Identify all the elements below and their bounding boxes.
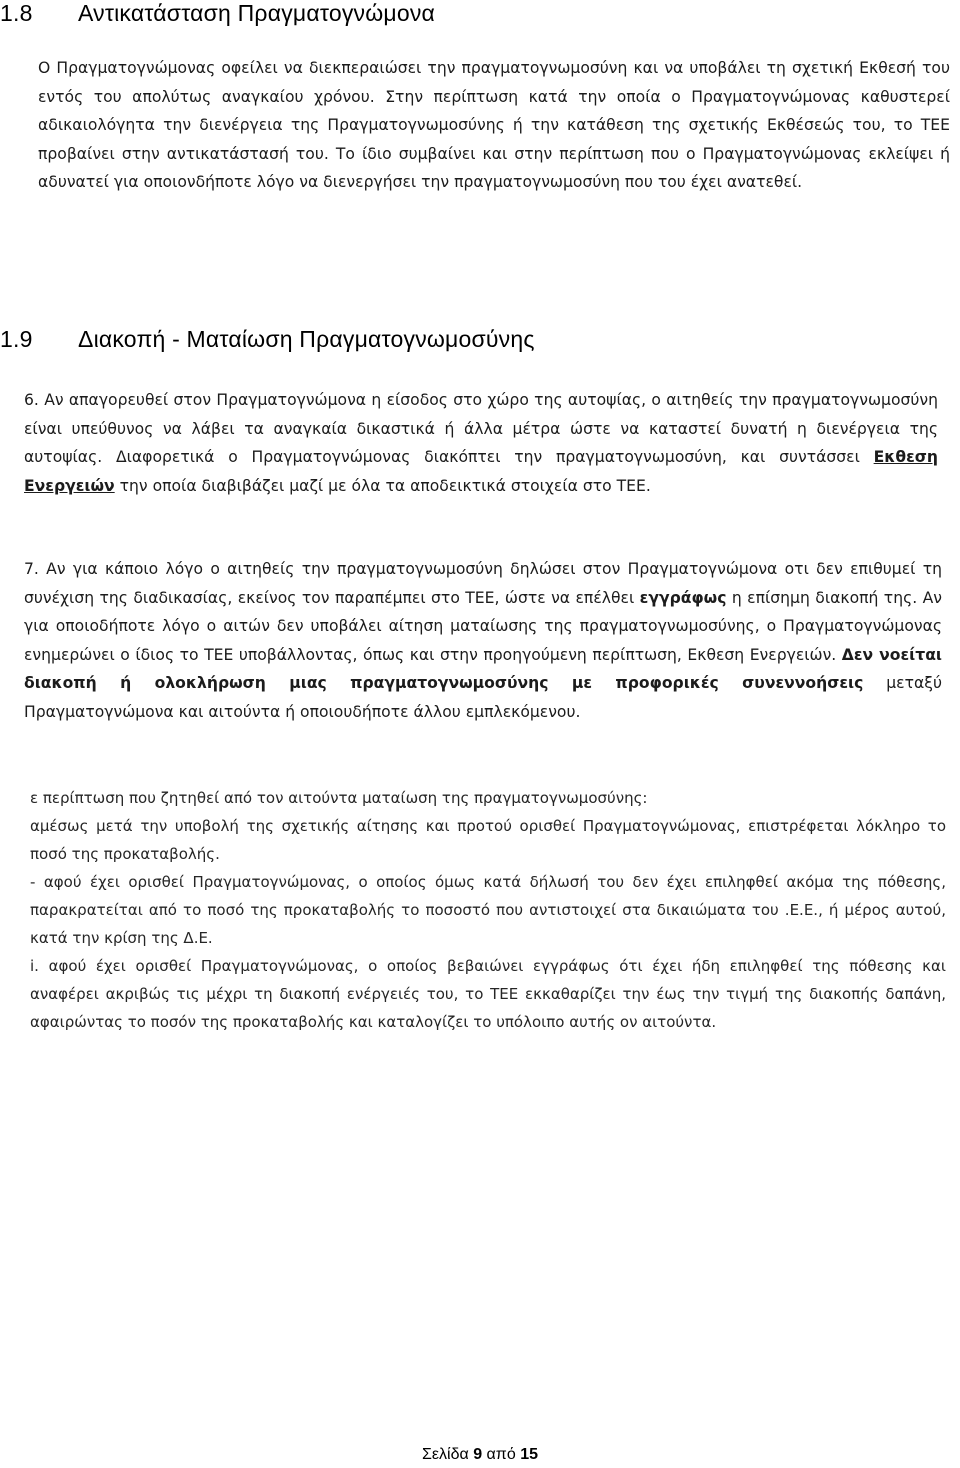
section-heading-1-9 [0,326,535,353]
section-number: 1.8 [0,0,33,26]
section-heading-1-8 [0,0,435,27]
cancellation-cases [30,784,946,1036]
in-writing-term: εγγράφως [639,588,727,607]
item-6-paragraph [24,386,938,500]
action-report-term: Εκθεση Ενεργειών [24,448,938,495]
section-title: Διακοπή - Ματαίωση Πραγματογνωμοσύνης [78,326,535,352]
replacement-paragraph [38,54,950,197]
item-7-text-a: 7. Αν για κάποιο λόγο ο αιτηθείς την πραγματογνωμοσύνη δηλώσει στον Πραγματογνώμονα οτι δεν επιθυμεί τη συνέχιση της διαδικασίας, εκείνος τον παραπέμπει στο ΤΕΕ, ώστε να επέλθει [24,560,942,607]
section-title: Αντικατάσταση Πραγματογνώμονα [78,0,436,26]
paragraph-text: Ο Πραγματογνώμονας οφείλει να διεκπεραιώσει την πραγματογνωμοσύνη και να υποβάλει τη σχετική Εκθεσή του εντός του απολύτως αναγκαίου χρόνου. Στην περίπτωση κατά την οποία ο Πραγματογνώμονας καθυστερεί αδικαιολόγητα την διενέργεια της Πραγματογνωμοσύνης ή την κατάθεση της σχετικής Εκθέσεώς του, το ΤΕΕ προβαίνει στην αντικατάστασή του. Το ίδιο συμβαίνει και στην περίπτωση που ο Πραγματογνώμονας εκλείψει ή αδυνατεί για οποιονδήποτε λόγο να διενεργήσει την πραγματογνωμοσύνη που του έχει ανατεθεί. [38,59,950,192]
verbal-agreement-note: Δεν νοείται διακοπή ή ολοκλήρωση μιας πραγματογνωμοσύνης με προφορικές συνεννοήσεις [24,645,942,693]
page-number: 9 [473,1446,483,1463]
item-6-text-b: την οποία διαβιβάζει μαζί με όλα τα αποδεικτικά στοιχεία στο ΤΕΕ. [114,476,651,495]
section-number: 1.9 [0,326,33,352]
cancellation-case-ii: - αφού έχει ορισθεί Πραγματογνώμονας, ο οποίος όμως κατά δήλωσή του δεν έχει επιληφθεί ακόμα της πόθεσης, παρακρατείται από το ποσό της προκαταβολής το ποσοστό που αντιστοιχεί στα δικαιώματα του .Ε.Ε., ή μέρος αυτού, κατά την κρίση της Δ.Ε. [30,873,946,947]
item-6-text [24,386,938,500]
item-7-text [24,555,942,727]
item-7-text-c: μεταξύ Πραγματογνώμονα και αιτούντα ή οποιουδήποτε άλλου εμπλεκόμενου. [24,674,942,721]
page-word: Σελίδα [422,1446,469,1463]
item-7-paragraph [24,555,942,727]
cancellation-intro: ε περίπτωση που ζητηθεί από τον αιτούντα ματαίωση της πραγματογνωμοσύνης: [30,789,648,807]
cancellation-case-iii: i. αφού έχει ορισθεί Πραγματογνώμονας, ο οποίος βεβαιώνει εγγράφως ότι έχει ήδη επιληφθεί της πόθεσης και αναφέρει ακριβώς τις μέχρι τη διακοπή ενέργειές του, το ΤΕΕ εκκαθαρίζει την έως την τιγμή της διακοπής δαπάνη, αφαιρώντας το ποσόν της προκαταβολής και καταλογίζει το υπόλοιπο αυτής ον αιτούντα. [30,957,946,1031]
cancellation-case-i: αμέσως μετά την υποβολή της σχετικής αίτησης και προτού ορισθεί Πραγματογνώμονας, επιστρέφεται λόκληρο το ποσό της προκαταβολής. [30,817,946,863]
page-total: 15 [520,1446,538,1463]
page-footer [0,1446,960,1464]
item-7-text-b: η επίσημη διακοπή της. Αν για οποιοδήποτε λόγο ο αιτών δεν υποβάλει αίτηση ματαίωσης της πραγματογνωμοσύνης, ο Πραγματογνώμονας ενημερώνει ο ίδιος το ΤΕΕ υποβάλλοντας, όπως και στην προηγούμενη περίπτωση, Εκθεση Ενεργειών. [24,588,942,664]
of-word: από [486,1446,516,1463]
item-6-text-a: 6. Αν απαγορευθεί στον Πραγματογνώμονα η είσοδος στο χώρο της αυτοψίας, ο αιτηθείς την πραγματογνωμοσύνη είναι υπεύθυνος να λάβει τα αναγκαία δικαστικά ή άλλα μέτρα ώστε να καταστεί δυνατή η διενέργεια της αυτοψίας. Διαφορετικά ο Πραγματογνώμονας διακόπτει την πραγματογνωμοσύνη, και συντάσσει [24,391,938,467]
